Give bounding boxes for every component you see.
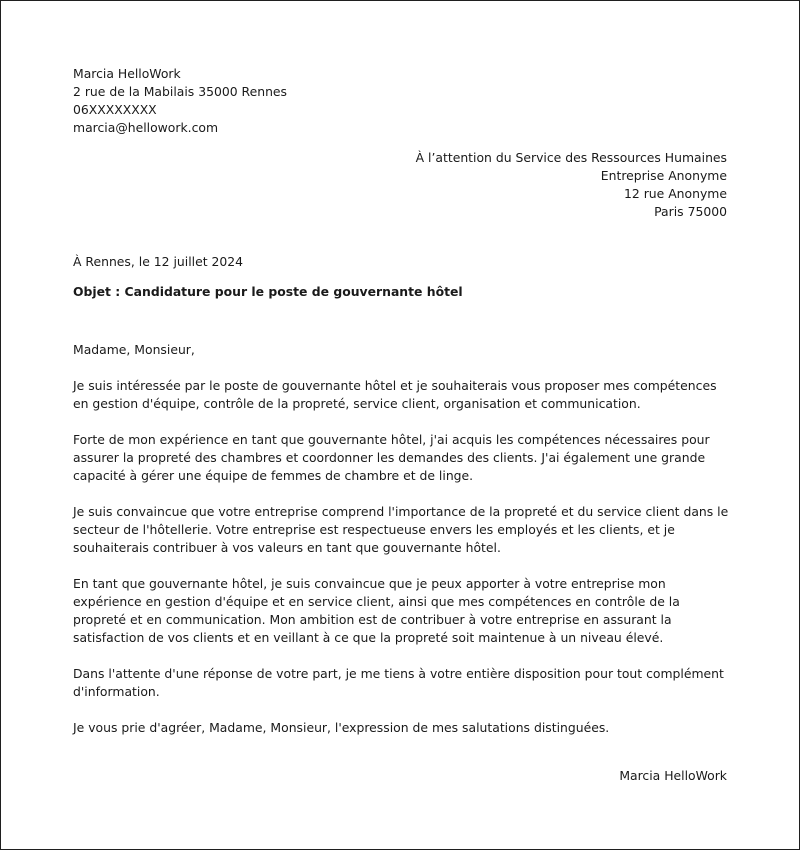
recipient-block [416, 149, 727, 221]
letter-subject: Objet : Candidature pour le poste de gouvernante hôtel [73, 284, 463, 299]
recipient-company: Entreprise Anonyme [600, 168, 727, 183]
letter-date: À Rennes, le 12 juillet 2024 [73, 254, 244, 269]
sender-email: marcia@hellowork.com [73, 120, 219, 135]
body-paragraph-3: Je suis convaincue que votre entreprise comprend l'importance de la propreté et du service client dans le secteur de l'hôtellerie. Votre entreprise est respectueuse envers les employés et les clients, et je souhaiterais contribuer à vos valeurs en tant que gouvernante hôtel. [73, 504, 729, 555]
body-paragraph-1: Je suis intéressée par le poste de gouvernante hôtel et je souhaiterais vous proposer mes compétences en gestion d'équipe, contrôle de la propreté, service client, organisation et communication. [73, 378, 717, 411]
letter-body [73, 341, 733, 755]
letter-salutation: Madame, Monsieur, [73, 342, 195, 357]
sender-address: 2 rue de la Mabilais 35000 Rennes [73, 84, 288, 99]
recipient-street: 12 rue Anonyme [623, 186, 727, 201]
recipient-city: Paris 75000 [654, 204, 727, 219]
sender-block [73, 65, 287, 137]
signature: Marcia HelloWork [619, 768, 727, 783]
body-paragraph-2: Forte de mon expérience en tant que gouvernante hôtel, j'ai acquis les compétences nécessaires pour assurer la propreté des chambres et coordonner les demandes des clients. J'ai également une grande capacité à gérer une équipe de femmes de chambre et de linge. [73, 432, 710, 483]
sender-phone: 06XXXXXXXX [73, 102, 157, 117]
sender-name: Marcia HelloWork [73, 66, 181, 81]
closing-paragraph: Je vous prie d'agréer, Madame, Monsieur, l'expression de mes salutations distinguées. [73, 720, 610, 735]
recipient-attention: À l’attention du Service des Ressources Humaines [415, 150, 727, 165]
body-paragraph-4: En tant que gouvernante hôtel, je suis convaincue que je peux apporter à votre entreprise mon expérience en gestion d'équipe et en service client, ainsi que mes compétences en contrôle de la propreté et en communication. Mon ambition est de contribuer à votre entreprise en assurant la satisfaction de vos clients et en veillant à ce que la propreté soit maintenue à un niveau élevé. [73, 576, 680, 645]
body-paragraph-5: Dans l'attente d'une réponse de votre part, je me tiens à votre entière disposition pour tout complément d'information. [73, 666, 724, 699]
